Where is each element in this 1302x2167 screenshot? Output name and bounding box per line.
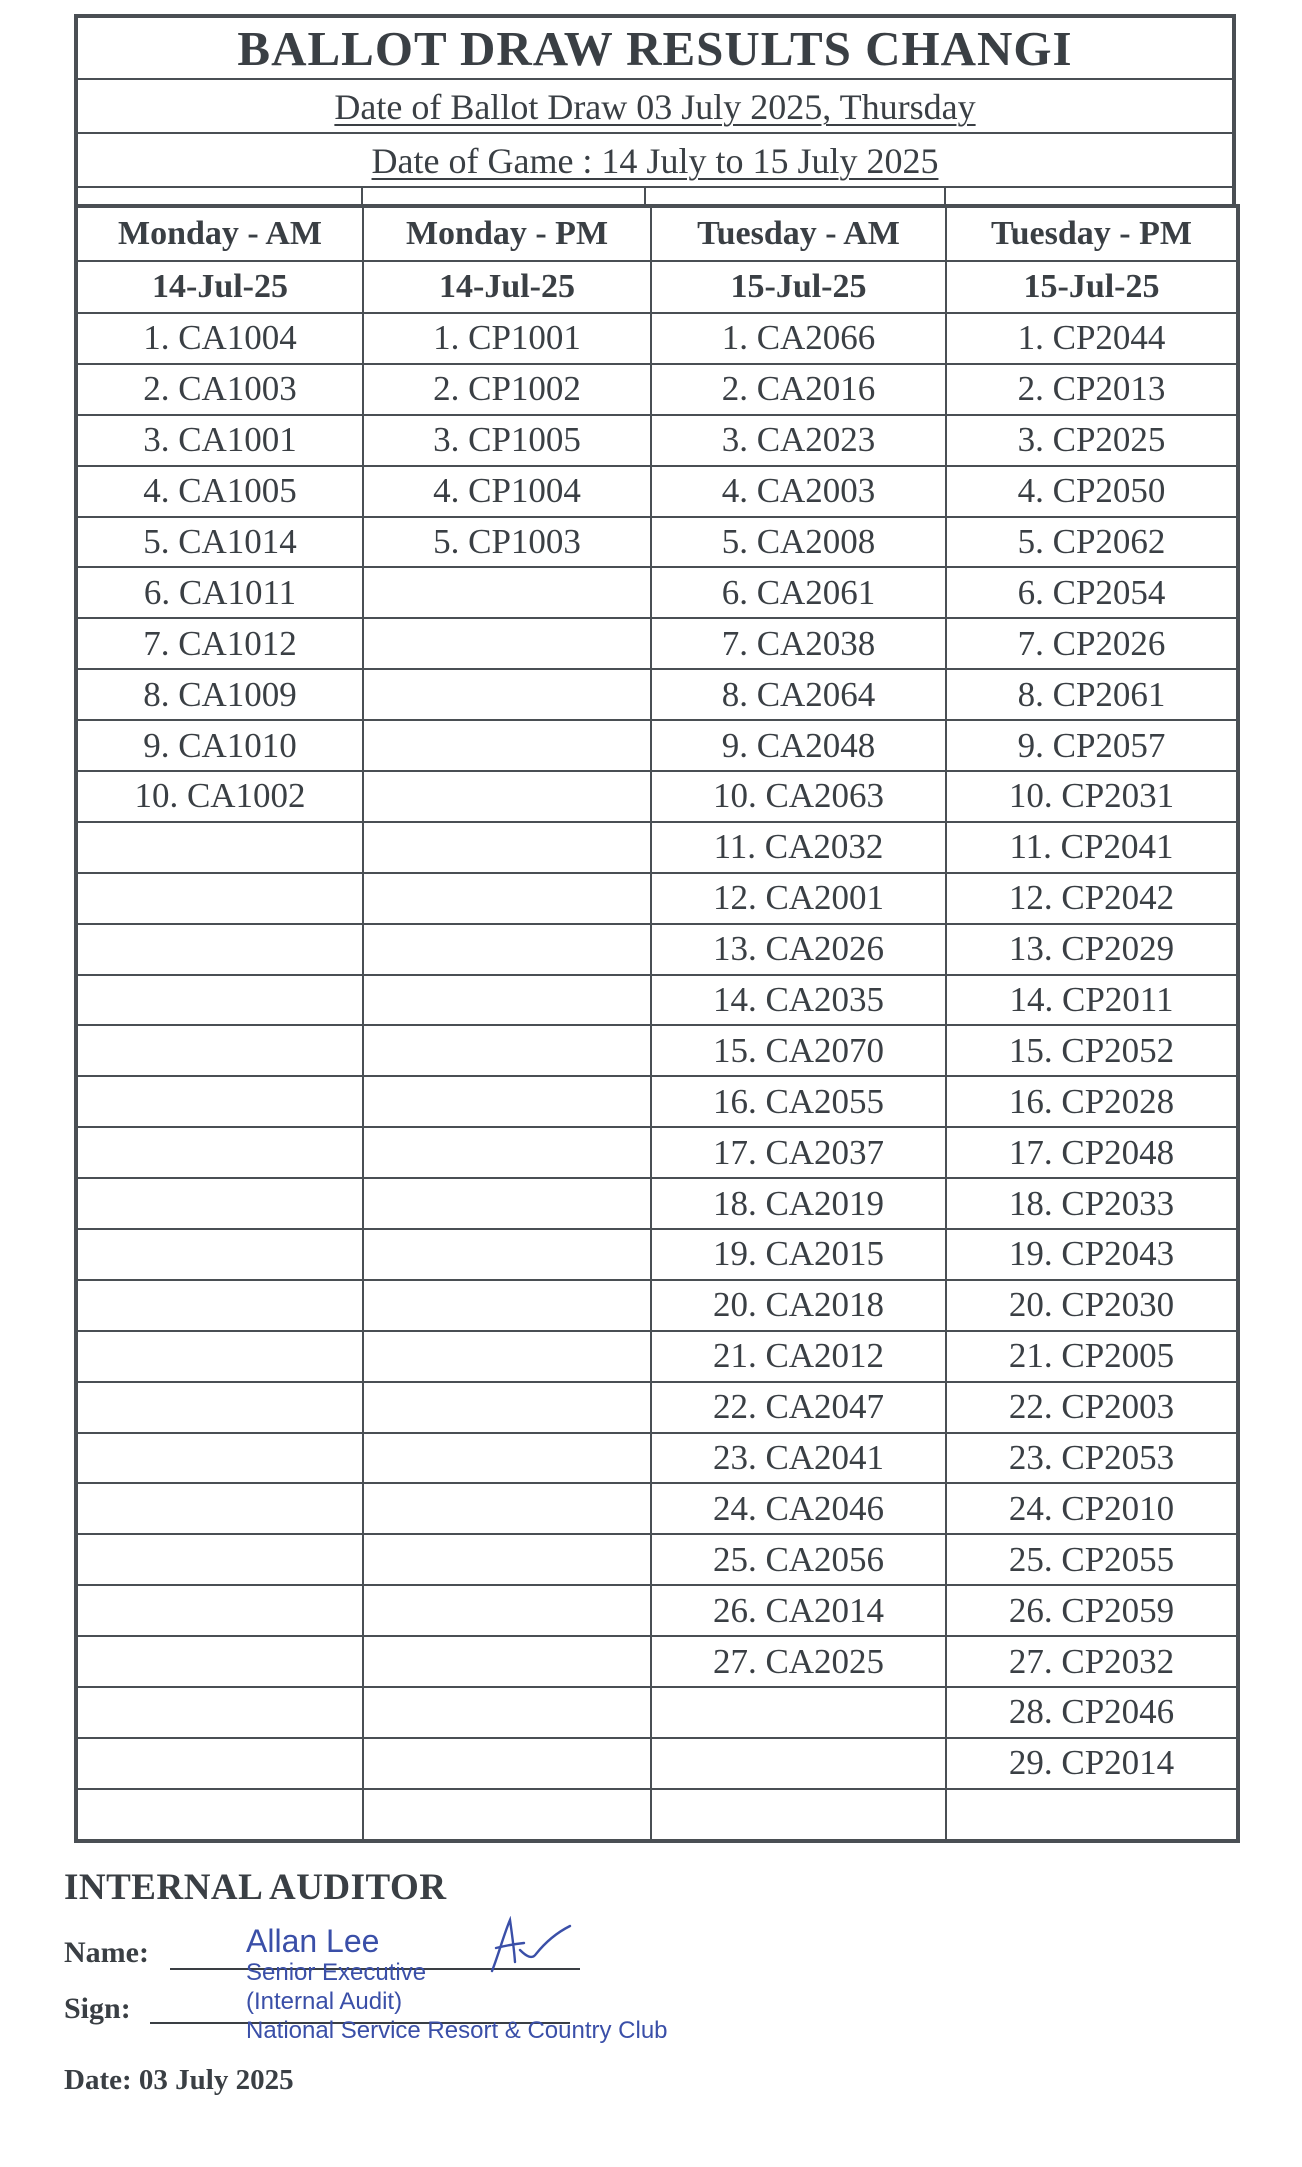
ballot-entry-cell: 14. CP2011 <box>946 975 1238 1026</box>
ballot-entry-cell: 6. CP2054 <box>946 567 1238 618</box>
ballot-entry-cell: 9. CA1010 <box>76 720 363 771</box>
ballot-entry-cell: 1. CP2044 <box>946 313 1238 364</box>
ballot-entry-cell <box>363 1534 651 1585</box>
ballot-entry-cell: 17. CP2048 <box>946 1127 1238 1178</box>
ballot-entry-cell: 23. CP2053 <box>946 1433 1238 1484</box>
session-date: 15-Jul-25 <box>946 261 1238 313</box>
signature-mark <box>484 1916 574 1976</box>
ballot-entry-cell: 6. CA2061 <box>651 567 946 618</box>
stamp-department: (Internal Audit) <box>246 1988 403 2015</box>
table-row <box>76 1127 1238 1178</box>
ballot-entry-cell: 5. CP2062 <box>946 517 1238 568</box>
ballot-entry-cell <box>651 1789 946 1841</box>
ballot-entry-cell <box>363 567 651 618</box>
session-date-row <box>76 261 1238 313</box>
ballot-entry-cell: 4. CA1005 <box>76 466 363 517</box>
ballot-entry-cell <box>363 1687 651 1738</box>
table-row <box>76 822 1238 873</box>
session-header: Tuesday - PM <box>946 206 1238 261</box>
ballot-entry-cell <box>363 1331 651 1382</box>
ballot-entry-cell: 25. CA2056 <box>651 1534 946 1585</box>
ballot-entry-cell: 5. CA1014 <box>76 517 363 568</box>
ballot-entry-cell: 2. CA1003 <box>76 364 363 415</box>
ballot-entry-cell: 12. CA2001 <box>651 873 946 924</box>
game-date: Date of Game : 14 July to 15 July 2025 <box>371 141 939 181</box>
ballot-entry-cell: 27. CP2032 <box>946 1636 1238 1687</box>
ballot-entry-cell: 9. CP2057 <box>946 720 1238 771</box>
ballot-entry-cell: 12. CP2042 <box>946 873 1238 924</box>
ballot-entry-cell: 15. CA2070 <box>651 1025 946 1076</box>
ballot-entry-cell <box>363 1076 651 1127</box>
auditor-stamp <box>246 1924 668 2045</box>
ballot-entry-cell <box>363 771 651 822</box>
ballot-entry-cell: 13. CA2026 <box>651 924 946 975</box>
ballot-entry-cell: 17. CA2037 <box>651 1127 946 1178</box>
ballot-entry-cell <box>76 1025 363 1076</box>
game-date-row <box>78 134 1232 188</box>
ballot-entry-cell <box>363 1382 651 1433</box>
ballot-entry-cell: 2. CP2013 <box>946 364 1238 415</box>
ballot-entry-cell <box>363 720 651 771</box>
table-row <box>76 720 1238 771</box>
ballot-entry-cell: 27. CA2025 <box>651 1636 946 1687</box>
ballot-entry-cell: 21. CA2012 <box>651 1331 946 1382</box>
name-label: Name: <box>64 1936 149 1969</box>
ballot-entry-cell: 3. CP1005 <box>363 415 651 466</box>
session-header: Monday - AM <box>76 206 363 261</box>
ballot-entry-cell <box>76 1229 363 1280</box>
ballot-entry-cell <box>363 669 651 720</box>
ballot-entry-cell <box>76 975 363 1026</box>
ballot-entry-cell: 10. CP2031 <box>946 771 1238 822</box>
table-row <box>76 415 1238 466</box>
ballot-entry-cell: 3. CA1001 <box>76 415 363 466</box>
ballot-entry-cell <box>363 1127 651 1178</box>
header-box <box>74 14 1236 206</box>
ballot-entry-cell: 19. CP2043 <box>946 1229 1238 1280</box>
ballot-entry-cell: 2. CA2016 <box>651 364 946 415</box>
ballot-entry-cell <box>76 1738 363 1789</box>
ballot-entry-cell <box>76 1534 363 1585</box>
table-row <box>76 364 1238 415</box>
ballot-entry-cell <box>363 975 651 1026</box>
ballot-entry-cell <box>363 1585 651 1636</box>
ballot-entry-cell <box>363 1738 651 1789</box>
ballot-entry-cell: 5. CA2008 <box>651 517 946 568</box>
ballot-entry-cell: 3. CA2023 <box>651 415 946 466</box>
ballot-entry-cell <box>363 1433 651 1484</box>
auditor-heading: INTERNAL AUDITOR <box>64 1867 447 1908</box>
table-row <box>76 1076 1238 1127</box>
ballot-entry-cell: 10. CA1002 <box>76 771 363 822</box>
ballot-entry-cell <box>363 873 651 924</box>
ballot-entry-cell: 23. CA2041 <box>651 1433 946 1484</box>
ballot-entry-cell: 21. CP2005 <box>946 1331 1238 1382</box>
ballot-entry-cell: 4. CP1004 <box>363 466 651 517</box>
ballot-entry-cell <box>76 1076 363 1127</box>
ballot-entry-cell <box>76 1382 363 1433</box>
ballot-entry-cell: 7. CP2026 <box>946 618 1238 669</box>
ballot-entry-cell <box>76 924 363 975</box>
ballot-entry-cell <box>363 618 651 669</box>
ballot-entry-cell <box>76 822 363 873</box>
ballot-entry-cell: 18. CP2033 <box>946 1178 1238 1229</box>
ballot-entry-cell <box>363 1280 651 1331</box>
ballot-entries <box>76 313 1238 1841</box>
table-row <box>76 618 1238 669</box>
ballot-entry-cell <box>76 1789 363 1841</box>
ballot-entry-cell <box>363 822 651 873</box>
ballot-entry-cell: 5. CP1003 <box>363 517 651 568</box>
ballot-entry-cell <box>76 1331 363 1382</box>
ballot-draw-date-row <box>78 80 1232 134</box>
ballot-entry-cell: 20. CA2018 <box>651 1280 946 1331</box>
ballot-entry-cell: 11. CA2032 <box>651 822 946 873</box>
ballot-entry-cell: 15. CP2052 <box>946 1025 1238 1076</box>
session-date: 15-Jul-25 <box>651 261 946 313</box>
ballot-entry-cell <box>76 1687 363 1738</box>
table-row <box>76 313 1238 364</box>
ballot-entry-cell: 9. CA2048 <box>651 720 946 771</box>
page-title: BALLOT DRAW RESULTS CHANGI <box>78 18 1232 80</box>
ballot-entry-cell <box>363 924 651 975</box>
ballot-entry-cell <box>76 1636 363 1687</box>
session-header: Tuesday - AM <box>651 206 946 261</box>
ballot-entry-cell <box>651 1738 946 1789</box>
ballot-entry-cell: 16. CA2055 <box>651 1076 946 1127</box>
ballot-entry-cell: 1. CP1001 <box>363 313 651 364</box>
table-row <box>76 873 1238 924</box>
ballot-entry-cell: 26. CA2014 <box>651 1585 946 1636</box>
table-row <box>76 669 1238 720</box>
ballot-entry-cell: 7. CA1012 <box>76 618 363 669</box>
ballot-entry-cell: 24. CP2010 <box>946 1483 1238 1534</box>
ballot-entry-cell: 22. CP2003 <box>946 1382 1238 1433</box>
ballot-entry-cell <box>946 1789 1238 1841</box>
ballot-entry-cell: 8. CA1009 <box>76 669 363 720</box>
ballot-entry-cell: 13. CP2029 <box>946 924 1238 975</box>
session-header: Monday - PM <box>363 206 651 261</box>
table-row <box>76 1433 1238 1484</box>
table-row <box>76 1636 1238 1687</box>
audit-date: Date: 03 July 2025 <box>64 2064 294 2096</box>
table-row <box>76 517 1238 568</box>
ballot-results-table <box>74 204 1240 1843</box>
ballot-entry-cell <box>76 1280 363 1331</box>
ballot-entry-cell: 19. CA2015 <box>651 1229 946 1280</box>
ballot-entry-cell: 8. CP2061 <box>946 669 1238 720</box>
table-row <box>76 1738 1238 1789</box>
ballot-entry-cell <box>76 873 363 924</box>
ballot-entry-cell: 6. CA1011 <box>76 567 363 618</box>
ballot-entry-cell: 2. CP1002 <box>363 364 651 415</box>
table-row <box>76 1025 1238 1076</box>
ballot-entry-cell <box>363 1025 651 1076</box>
internal-auditor-section <box>64 1866 964 1909</box>
table-row <box>76 1585 1238 1636</box>
ballot-entry-cell <box>363 1483 651 1534</box>
ballot-entry-cell: 1. CA1004 <box>76 313 363 364</box>
table-row <box>76 771 1238 822</box>
table-row <box>76 1331 1238 1382</box>
table-row <box>76 567 1238 618</box>
ballot-entry-cell: 14. CA2035 <box>651 975 946 1026</box>
table-row <box>76 1789 1238 1841</box>
ballot-entry-cell <box>76 1178 363 1229</box>
ballot-entry-cell: 18. CA2019 <box>651 1178 946 1229</box>
ballot-entry-cell: 22. CA2047 <box>651 1382 946 1433</box>
table-row <box>76 975 1238 1026</box>
table-row <box>76 1382 1238 1433</box>
table-row <box>76 1534 1238 1585</box>
table-row <box>76 1483 1238 1534</box>
ballot-entry-cell: 28. CP2046 <box>946 1687 1238 1738</box>
ballot-entry-cell: 16. CP2028 <box>946 1076 1238 1127</box>
ballot-entry-cell: 10. CA2063 <box>651 771 946 822</box>
ballot-entry-cell: 20. CP2030 <box>946 1280 1238 1331</box>
ballot-entry-cell <box>651 1687 946 1738</box>
ballot-draw-date: Date of Ballot Draw 03 July 2025, Thursday <box>334 87 976 127</box>
ballot-entry-cell <box>76 1127 363 1178</box>
ballot-entry-cell: 7. CA2038 <box>651 618 946 669</box>
ballot-entry-cell: 4. CP2050 <box>946 466 1238 517</box>
ballot-entry-cell: 25. CP2055 <box>946 1534 1238 1585</box>
ballot-entry-cell <box>363 1229 651 1280</box>
ballot-entry-cell: 3. CP2025 <box>946 415 1238 466</box>
table-row <box>76 924 1238 975</box>
session-header-row <box>76 206 1238 261</box>
ballot-entry-cell: 29. CP2014 <box>946 1738 1238 1789</box>
ballot-entry-cell <box>76 1585 363 1636</box>
ballot-entry-cell <box>363 1636 651 1687</box>
ballot-entry-cell <box>363 1789 651 1841</box>
ballot-entry-cell: 11. CP2041 <box>946 822 1238 873</box>
ballot-entry-cell: 4. CA2003 <box>651 466 946 517</box>
table-row <box>76 1178 1238 1229</box>
sign-label: Sign: <box>64 1992 131 2025</box>
ballot-entry-cell <box>76 1433 363 1484</box>
ballot-entry-cell: 1. CA2066 <box>651 313 946 364</box>
ballot-entry-cell: 26. CP2059 <box>946 1585 1238 1636</box>
table-row <box>76 466 1238 517</box>
ballot-entry-cell: 8. CA2064 <box>651 669 946 720</box>
table-row <box>76 1280 1238 1331</box>
stamp-title: Senior Executive <box>246 1959 427 1986</box>
ballot-entry-cell <box>76 1483 363 1534</box>
table-row <box>76 1687 1238 1738</box>
table-row <box>76 1229 1238 1280</box>
ballot-entry-cell <box>363 1178 651 1229</box>
session-date: 14-Jul-25 <box>76 261 363 313</box>
stamp-name: Allan Lee <box>246 1923 380 1959</box>
stamp-organisation: National Service Resort & Country Club <box>246 2017 668 2044</box>
ballot-entry-cell: 24. CA2046 <box>651 1483 946 1534</box>
session-date: 14-Jul-25 <box>363 261 651 313</box>
